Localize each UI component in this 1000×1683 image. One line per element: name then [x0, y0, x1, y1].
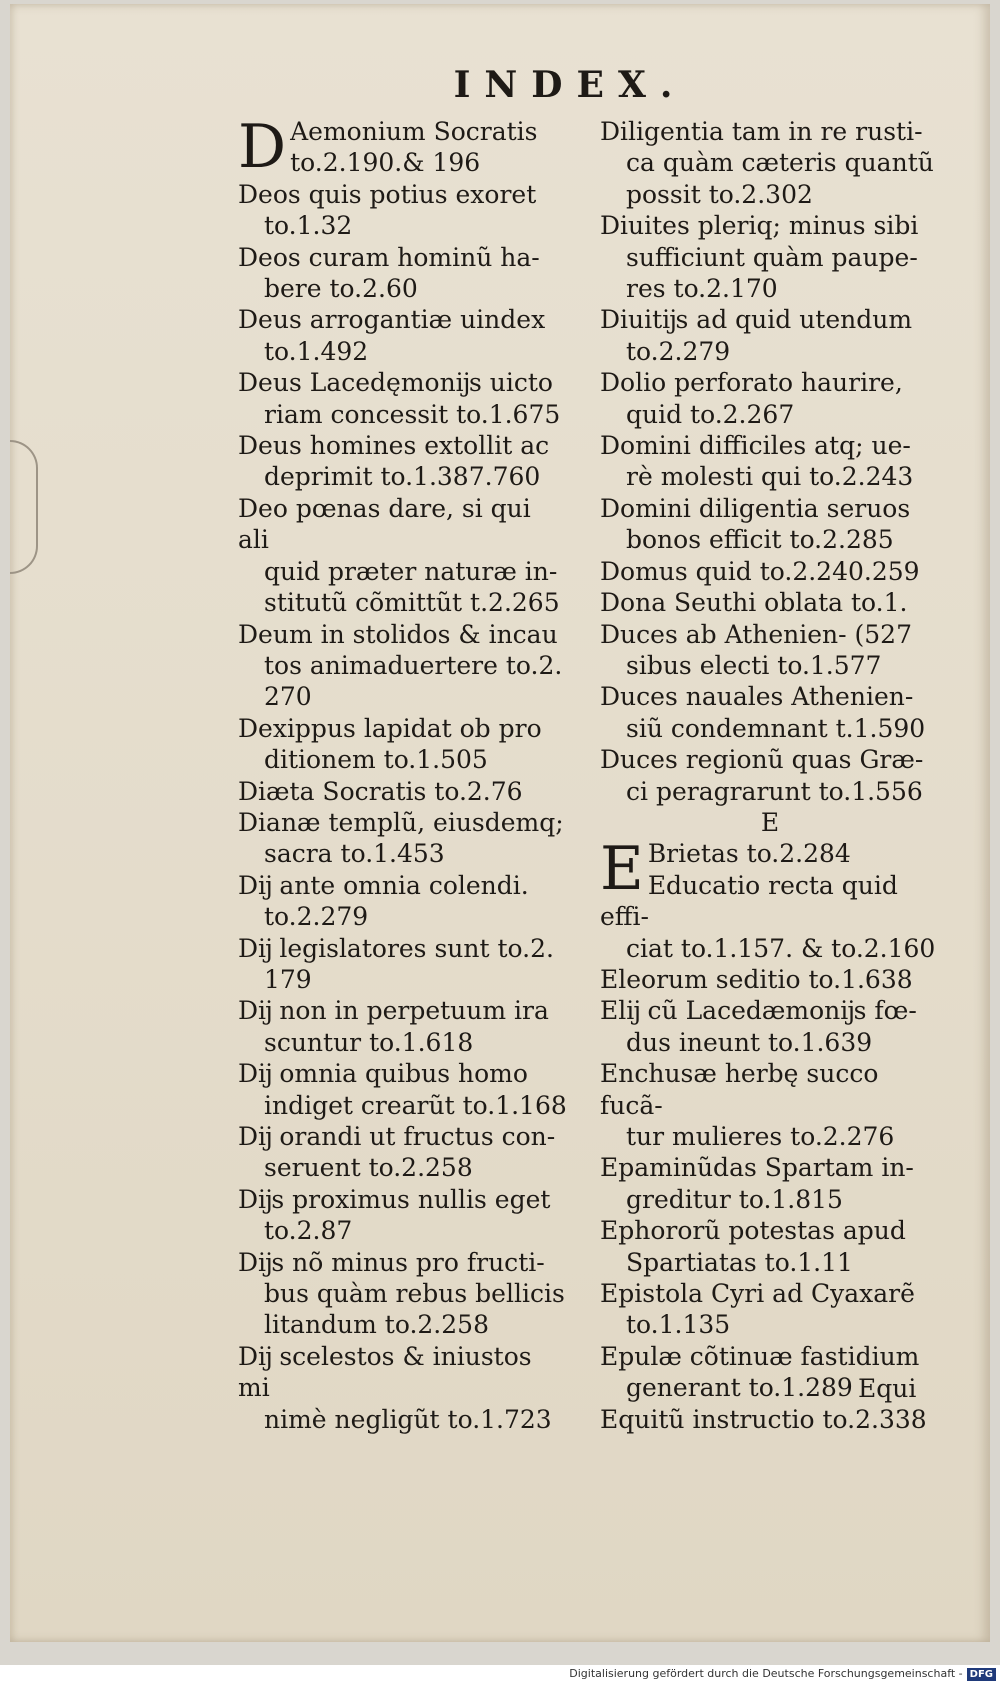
- entry-line: to.2.87: [264, 1216, 353, 1246]
- index-entry: [238, 1341, 568, 1435]
- entry-line: Diuites pleriq; minus sibi: [600, 211, 919, 241]
- index-entry: [238, 619, 568, 713]
- index-entry: [238, 995, 568, 1058]
- entry-line: Deus homines extollit ac: [238, 431, 550, 461]
- entry-line: siũ condemnant t.1.590: [626, 713, 926, 743]
- index-entry: [600, 870, 940, 964]
- entry-line: Aemonium Socratis: [290, 117, 538, 146]
- index-entry: [238, 870, 568, 933]
- index-entry: [238, 367, 568, 430]
- entry-line: possit to.2.302: [626, 179, 813, 209]
- entry-line: to.1.492: [264, 336, 369, 366]
- index-column-right: [600, 116, 940, 1435]
- entry-line: Duces ab Athenien- (527: [600, 619, 912, 649]
- index-entry: [238, 1121, 568, 1184]
- index-entry: [238, 242, 568, 305]
- entry-line: Deos curam hominũ ha-: [238, 242, 540, 272]
- entry-line: Deo pœnas dare, si qui ali: [238, 493, 531, 555]
- entry-line: sufficiunt quàm paupe-: [626, 242, 918, 272]
- index-entry: [600, 744, 940, 807]
- section-letter: E: [760, 807, 780, 837]
- entry-line: Dĳ legislatores sunt to.2.: [238, 933, 554, 963]
- index-entry: [600, 1152, 940, 1215]
- entry-line: ditionem to.1.505: [264, 745, 488, 775]
- index-entry: [600, 619, 940, 682]
- index-entry: [600, 964, 940, 995]
- entry-line: dus ineunt to.1.639: [626, 1027, 873, 1057]
- entry-line: Domini difficiles atq; ue-: [600, 431, 911, 461]
- entry-line: stitutũ cõmittũt t.2.265: [264, 588, 560, 618]
- entry-line: seruent to.2.258: [264, 1153, 473, 1183]
- entry-line: Dĳs nõ minus pro fructi-: [238, 1247, 545, 1277]
- entry-line: Ephororũ potestas apud: [600, 1216, 906, 1246]
- entry-line: Dolio perforato haurire,: [600, 368, 903, 398]
- index-entry: [600, 493, 940, 556]
- entry-line: Dĳs proximus nullis eget: [238, 1184, 551, 1214]
- entry-line: Dĳ omnia quibus homo: [238, 1059, 528, 1089]
- index-entry: [600, 1215, 940, 1278]
- entry-line: riam concessit to.1.675: [264, 399, 561, 429]
- entry-line: tos animaduertere to.2.: [264, 650, 563, 680]
- entry-line: rè molesti qui to.2.243: [626, 462, 914, 492]
- entry-line: Epaminũdas Spartam in-: [600, 1153, 914, 1183]
- entry-line: Dĳ non in perpetuum ira: [238, 996, 549, 1026]
- entry-line: Dĳ scelestos & iniustos mi: [238, 1341, 532, 1403]
- entry-line: Domus quid to.2.240.259: [600, 556, 920, 586]
- entry-line: generant to.1.289: [626, 1373, 853, 1403]
- index-entry: [600, 587, 940, 618]
- page-tab-notch: [10, 440, 38, 574]
- index-entry: [238, 430, 568, 493]
- entry-line: Equitũ instructio to.2.338: [600, 1404, 927, 1434]
- entry-line: ciat to.1.157. & to.2.160: [626, 933, 936, 963]
- entry-line: Eleorum seditio to.1.638: [600, 964, 913, 994]
- entry-line: Dona Seuthi oblata to.1.: [600, 588, 908, 618]
- index-entry: [600, 210, 940, 304]
- index-entry: [600, 116, 940, 210]
- index-entry: [600, 1404, 940, 1435]
- entry-line: sibus electi to.1.577: [626, 650, 882, 680]
- index-entry: [238, 776, 568, 807]
- entry-line: Educatio recta quid effi-: [600, 870, 898, 932]
- index-entry: [600, 556, 940, 587]
- entry-line: res to.2.170: [626, 274, 778, 304]
- entry-line: Dianæ templũ, eiusdemq;: [238, 807, 564, 837]
- catchword: Equi: [858, 1374, 917, 1403]
- index-entry: [600, 304, 940, 367]
- index-entry: [238, 304, 568, 367]
- entry-line: deprimit to.1.387.760: [264, 462, 541, 492]
- index-entry: [238, 1184, 568, 1247]
- entry-line: 179: [264, 964, 312, 994]
- footer-credit: Digitalisierung gefördert durch die Deutsche Forschungsgemeinschaft -: [569, 1667, 963, 1680]
- entry-line: indiget crearũt to.1.168: [264, 1090, 567, 1120]
- entry-line: Deus Lacedęmonĳs uicto: [238, 368, 553, 398]
- index-entry: [600, 1058, 940, 1152]
- index-entry: [600, 995, 940, 1058]
- entry-line: Duces regionũ quas Græ-: [600, 745, 924, 775]
- dfg-logo: DFG: [967, 1668, 996, 1681]
- entry-line: to.1.135: [626, 1310, 731, 1340]
- entry-line: Deos quis potius exoret: [238, 179, 537, 209]
- entry-line: bus quàm rebus bellicis: [264, 1279, 565, 1309]
- entry-line: bere to.2.60: [264, 274, 418, 304]
- entry-line: litandum to.2.258: [264, 1310, 489, 1340]
- entry-line: Epulæ cõtinuæ fastidium: [600, 1341, 920, 1371]
- entry-line: quid to.2.267: [626, 399, 795, 429]
- page-heading: INDEX.: [453, 64, 687, 106]
- entry-line: Diuitĳs ad quid utendum: [600, 305, 913, 335]
- entry-line: Dexippus lapidat ob pro: [238, 713, 542, 743]
- entry-line: Elĳ cũ Lacedæmonĳs fœ-: [600, 996, 917, 1026]
- index-entry: [600, 1278, 940, 1341]
- index-entry: [600, 367, 940, 430]
- entry-line: Deus arrogantiæ uindex: [238, 305, 546, 335]
- digitization-footer: [0, 1665, 1000, 1683]
- entry-line: Diligentia tam in re rusti-: [600, 117, 923, 146]
- entry-line: to.2.279: [264, 902, 369, 932]
- index-entry: [238, 112, 568, 182]
- entry-line: Deum in stolidos & incau: [238, 619, 558, 649]
- index-entry: [600, 681, 940, 744]
- entry-line: sacra to.1.453: [264, 839, 445, 869]
- entry-line: Dĳ orandi ut fructus con-: [238, 1122, 556, 1151]
- entry-line: ci peragrarunt to.1.556: [626, 776, 923, 806]
- entry-line: to.2.279: [626, 336, 731, 366]
- index-column-left: [238, 112, 568, 1435]
- index-entry: [238, 713, 568, 776]
- entry-line: 270: [264, 682, 312, 712]
- entry-line: Duces nauales Athenien-: [600, 682, 914, 712]
- entry-line: Enchusæ herbę succo fucã-: [600, 1059, 879, 1120]
- entry-line: to.2.190.& 196: [290, 148, 481, 178]
- entry-line: Diæta Socratis to.2.76: [238, 776, 523, 806]
- index-entry: [600, 430, 940, 493]
- book-page: [10, 4, 990, 1642]
- entry-line: to.1.32: [264, 211, 353, 241]
- entry-line: greditur to.1.815: [626, 1184, 843, 1214]
- entry-line: tur mulieres to.2.276: [626, 1122, 895, 1151]
- entry-line: nimè negligũt to.1.723: [264, 1404, 552, 1434]
- index-entry: [238, 807, 568, 870]
- entry-line: Epistola Cyri ad Cyaxarẽ: [600, 1279, 915, 1309]
- entry-line: scuntur to.1.618: [264, 1027, 474, 1057]
- index-entry: [238, 493, 568, 619]
- index-entry: [238, 933, 568, 996]
- entry-line: bonos efficit to.2.285: [626, 525, 894, 555]
- index-entry: [238, 179, 568, 242]
- entry-line: Spartiatas to.1.11: [626, 1247, 853, 1277]
- entry-line: ca quàm cæteris quantũ: [626, 148, 934, 178]
- entry-line: Dĳ ante omnia colendi.: [238, 870, 529, 900]
- entry-line: Domini diligentia seruos: [600, 493, 911, 523]
- dropcap-initial: D: [238, 112, 287, 182]
- index-entry: [238, 1247, 568, 1341]
- index-entry: [238, 1058, 568, 1121]
- entry-line: Brietas to.2.284: [647, 839, 851, 869]
- entry-line: quid præter naturæ in-: [264, 556, 558, 586]
- dropcap-initial: E: [600, 834, 644, 905]
